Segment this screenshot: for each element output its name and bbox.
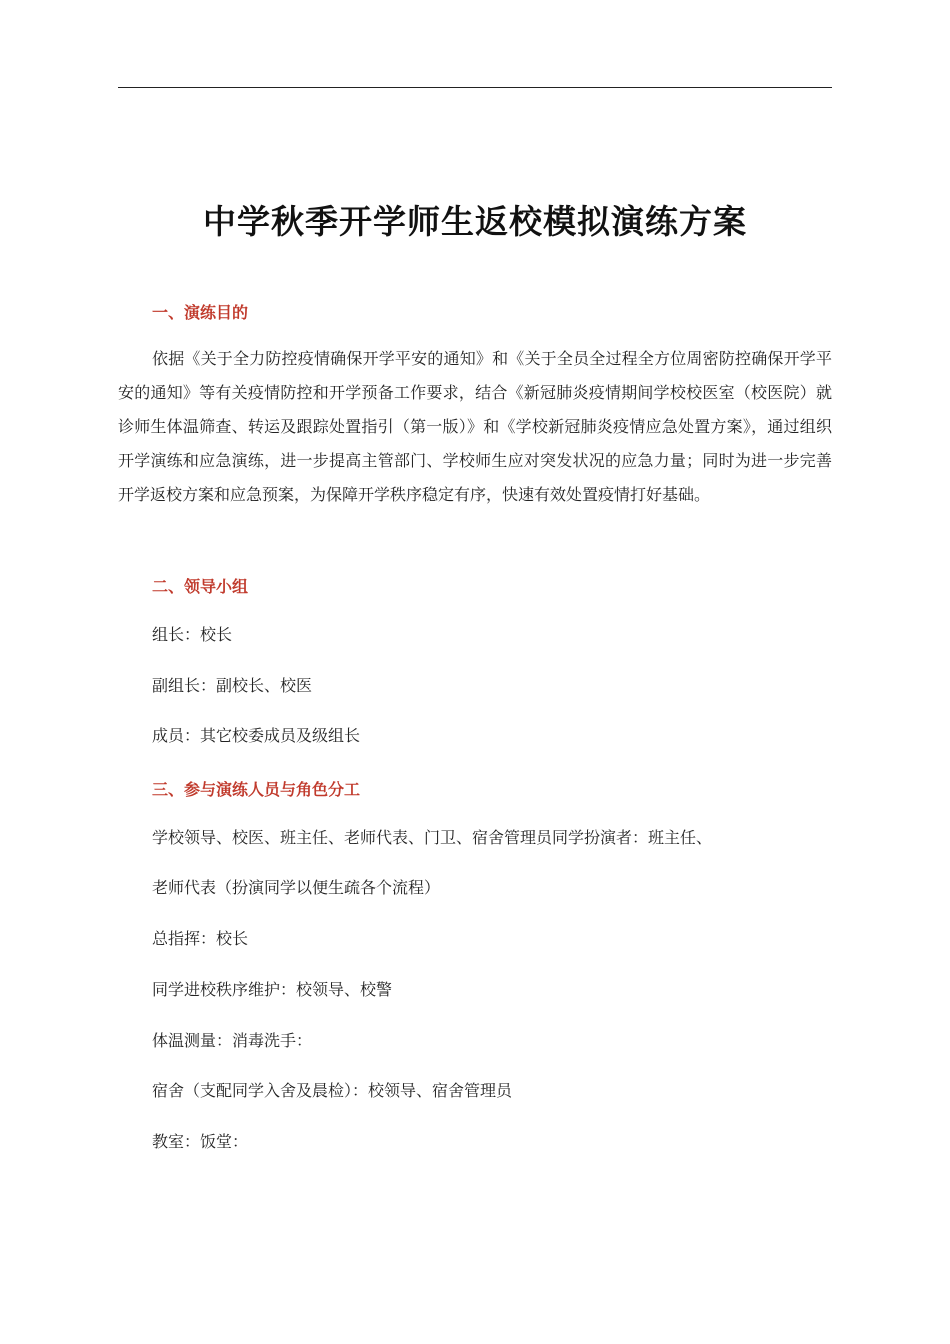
roles-line: 学校领导、校医、班主任、老师代表、门卫、宿舍管理员同学扮演者：班主任、 xyxy=(152,828,713,847)
roles-line: 宿舍（支配同学入舍及晨检）：校领导、宿舍管理员 xyxy=(152,1081,513,1100)
purpose-paragraph: 依据《关于全力防控疫情确保开学平安的通知》和《关于全员全过程全方位周密防控确保开学平安的通知》等有关疫情防控和开学预备工作要求，结合《新冠肺炎疫情期间学校校医室（校医院）就诊师生体温筛查、转运及跟踪处置指引（第一版）》和《学校新冠肺炎疫情应急处置方案》，通过组织开学演练和应急演练，进一步提高主管部门、学校师生应对突发状况的应急力量；同时为进一步完善开学返校方案和应急预案，为保障开学秩序稳定有序，快速有效处置疫情打好基础。 xyxy=(118,349,832,504)
roles-line: 总指挥：校长 xyxy=(152,929,249,948)
header-rule xyxy=(118,87,832,88)
section-heading-purpose: 一、演练目的 xyxy=(152,303,249,322)
roles-line: 同学进校秩序维护：校领导、校警 xyxy=(152,980,393,999)
document-title: 中学秋季开学师生返校模拟演练方案 xyxy=(203,202,747,241)
leadership-line: 组长：校长 xyxy=(152,625,233,644)
roles-line: 体温测量：消毒洗手： xyxy=(152,1031,313,1050)
section-heading-leadership: 二、领导小组 xyxy=(152,577,249,596)
roles-line: 老师代表（扮演同学以便生疏各个流程） xyxy=(152,878,441,897)
leadership-line: 成员：其它校委成员及级组长 xyxy=(152,726,361,745)
section-heading-roles: 三、参与演练人员与角色分工 xyxy=(152,780,361,799)
leadership-line: 副组长：副校长、校医 xyxy=(152,676,313,695)
roles-line: 教室：饭堂： xyxy=(152,1132,249,1151)
